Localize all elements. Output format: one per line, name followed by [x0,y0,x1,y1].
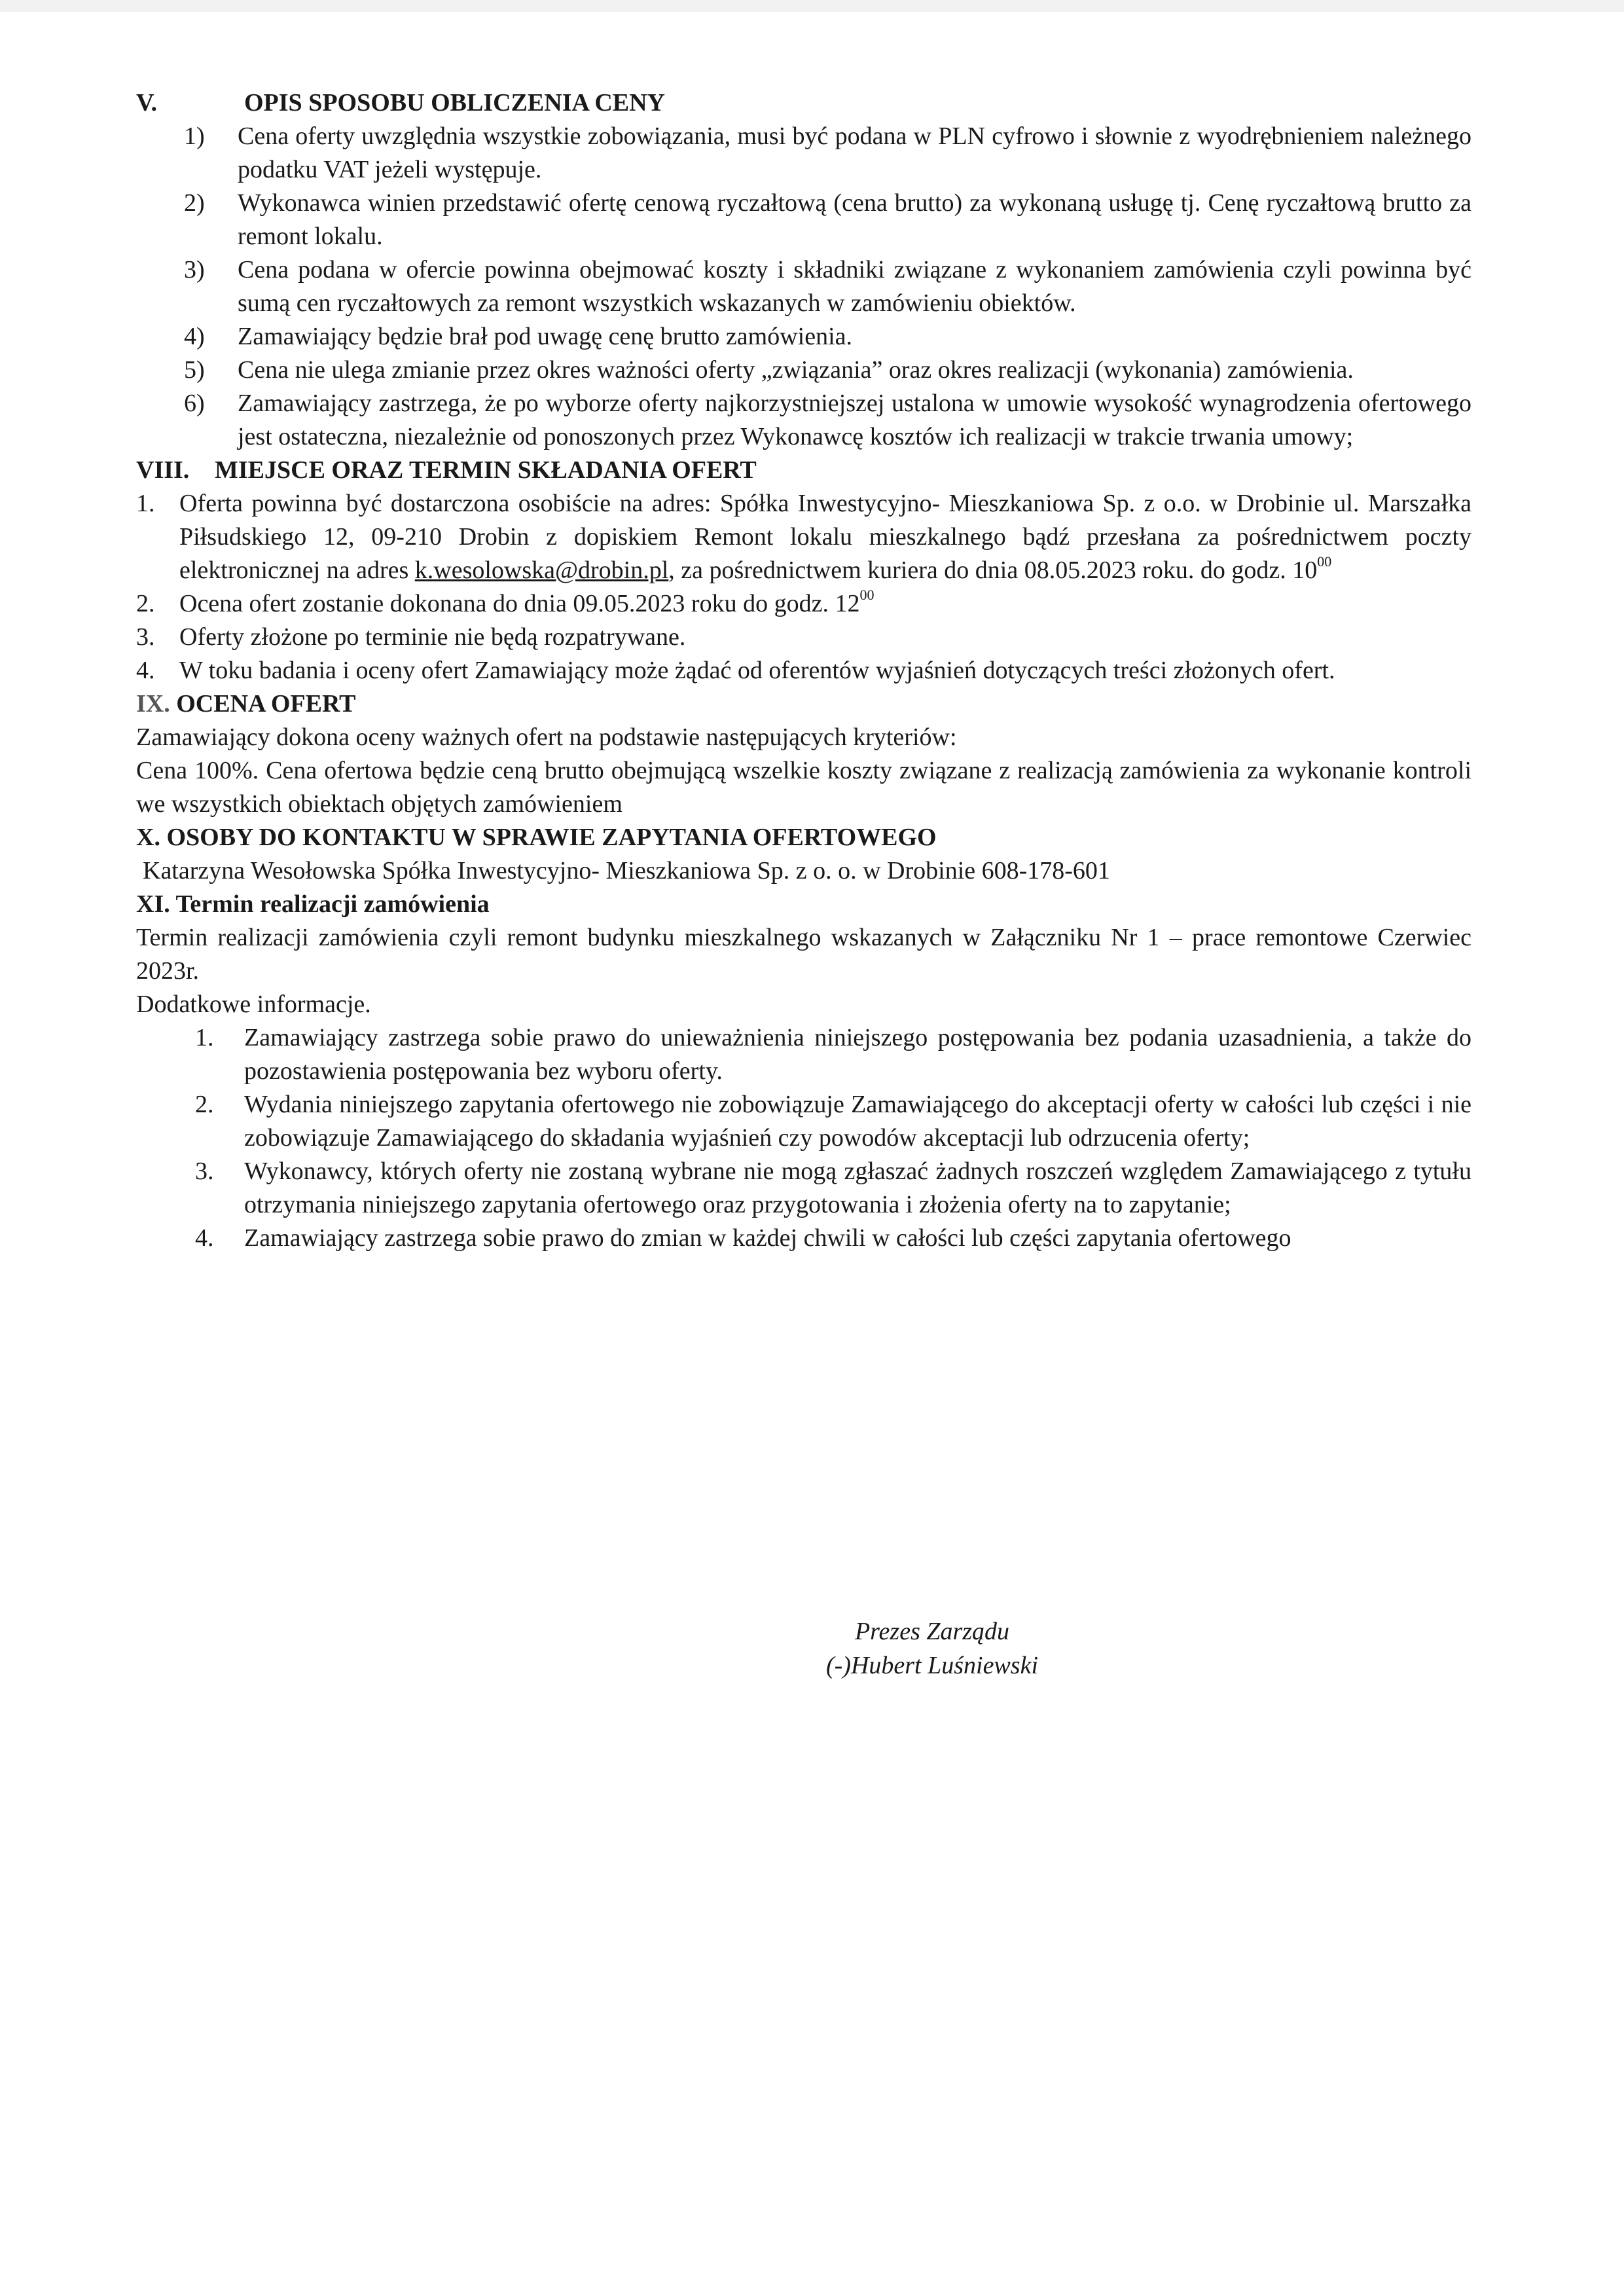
section-v-number: V. [136,89,158,117]
scan-edge [0,0,1624,12]
section-x-heading: X. OSOBY DO KONTAKTU W SPRAWIE ZAPYTANIA OFERTOWEGO [136,824,937,851]
list-item: 1) Cena oferty uwzględnia wszystkie zobowiązania, musi być podana w PLN cyfrowo i słownie z wyodrębnieniem należnego podatku VAT jeżeli występuje. [184,122,1471,183]
list-item: 4) Zamawiający będzie brał pod uwagę cenę brutto zamówienia. [184,323,853,350]
section-v-heading [136,86,1471,120]
list-item: 4. Zamawiający zastrzega sobie prawo do zmian w każdej chwili w całości lub części zapytania ofertowego [195,1224,1291,1252]
document-page [136,86,1471,1255]
section-ix-line2: Cena 100%. Cena ofertowa będzie ceną brutto obejmującą wszelkie koszty związane z realizacją zamówienia za wykonanie kontroli we wszystkich obiektach objętych zamówieniem [136,757,1471,818]
additional-info-label: Dodatkowe informacje. [136,991,371,1018]
signature-role: Prezes Zarządu [854,1618,1010,1645]
list-item: 2. Wydania niniejszego zapytania ofertowego nie zobowiązuje Zamawiającego do akceptacji oferty w całości lub części i nie zobowiązuje Zamawiającego do składania wyjaśnień czy powodów akceptacji lub odrzucenia oferty; [195,1091,1471,1152]
list-item: 3) Cena podana w ofercie powinna obejmować koszty i składniki związane z wykonaniem zamówienia czyli powinna być sumą cen ryczałtowych za remont wszystkich wskazanych w zamówieniu obiektów. [184,256,1471,317]
section-ix-heading [136,687,1471,721]
section-ix-line1: Zamawiający dokona oceny ważnych ofert na podstawie następujących kryteriów: [136,723,957,751]
list-item: 4. W toku badania i oceny ofert Zamawiający może żądać od oferentów wyjaśnień dotyczących treści złożonych ofert. [136,657,1335,684]
section-xi-line1: Termin realizacji zamówienia czyli remont budynku mieszkalnego wskazanych w Załączniku Nr 1 – prace remontowe Czerwiec 2023r. [136,924,1471,985]
section-viii-number: VIII. [136,456,190,484]
list-item: 2. Ocena ofert zostanie dokonana do dnia 09.05.2023 roku do godz. $12^{00}$ [136,587,875,617]
section-xi-heading: XI. Termin realizacji zamówienia [136,890,490,918]
section-viii-list [136,487,1471,687]
section-ix-number: IX. [136,690,170,718]
section-v-title: OPIS SPOSOBU OBLICZENIA CENY [244,89,665,117]
additional-info-list [136,1021,1471,1255]
section-v-list [136,120,1471,454]
list-item: 1. Zamawiający zastrzega sobie prawo do unieważnienia niniejszego postępowania bez podania uzasadnienia, a także do pozostawienia postępowania bez wyboru oferty. [195,1024,1471,1085]
section-viii-title: MIEJSCE ORAZ TERMIN SKŁADANIA OFERT [215,456,757,484]
list-item: 3. Wykonawcy, których oferty nie zostaną wybrane nie mogą zgłaszać żadnych roszczeń względem Zamawiającego z tytułu otrzymania niniejszego zapytania ofertowego oraz przygotowania i złożenia oferty na to zapytanie; [195,1157,1471,1218]
list-item: 3. Oferty złożone po terminie nie będą rozpatrywane. [136,623,686,651]
list-item: 5) Cena nie ulega zmianie przez okres ważności oferty „związania” oraz okres realizacji (wykonania) zamówienia. [184,356,1354,384]
list-item: 2) Wykonawca winien przedstawić ofertę cenową ryczałtową (cena brutto) za wykonaną usługę tj. Cenę ryczałtową brutto za remont lokalu. [184,189,1471,250]
signature-name: (-)Hubert Luśniewski [826,1652,1039,1679]
section-ix-title: OCENA OFERT [176,690,356,718]
signature-block [826,1614,1038,1683]
section-viii-heading [136,454,1471,487]
contact-line: Katarzyna Wesołowska Spółka Inwestycyjno- Mieszkaniowa Sp. z o. o. w Drobinie 608-178-601 [143,857,1110,884]
email-link[interactable]: k.wesolowska@drobin.pl [414,556,669,584]
list-item: 1. Oferta powinna być dostarczona osobiście na adres: Spółka Inwestycyjno- Mieszkaniowa Sp. z o.o. w Drobinie ul. Marszałka Piłsudskiego 12, 09-210 Drobin z dopiskiem Remont lokalu mieszkalnego bądź przesłana za pośrednictwem poczty elektronicznej na adres k.wesolowska@drobin.pl, za pośrednictwem kuriera do dnia 08.05.2023 roku. do godz. $10^{00}$ [136,490,1471,584]
list-item: 6) Zamawiający zastrzega, że po wyborze oferty najkorzystniejszej ustalona w umowie wysokość wynagrodzenia ofertowego jest ostateczna, niezależnie od ponoszonych przez Wykonawcę kosztów ich realizacji w trakcie trwania umowy; [184,390,1471,450]
